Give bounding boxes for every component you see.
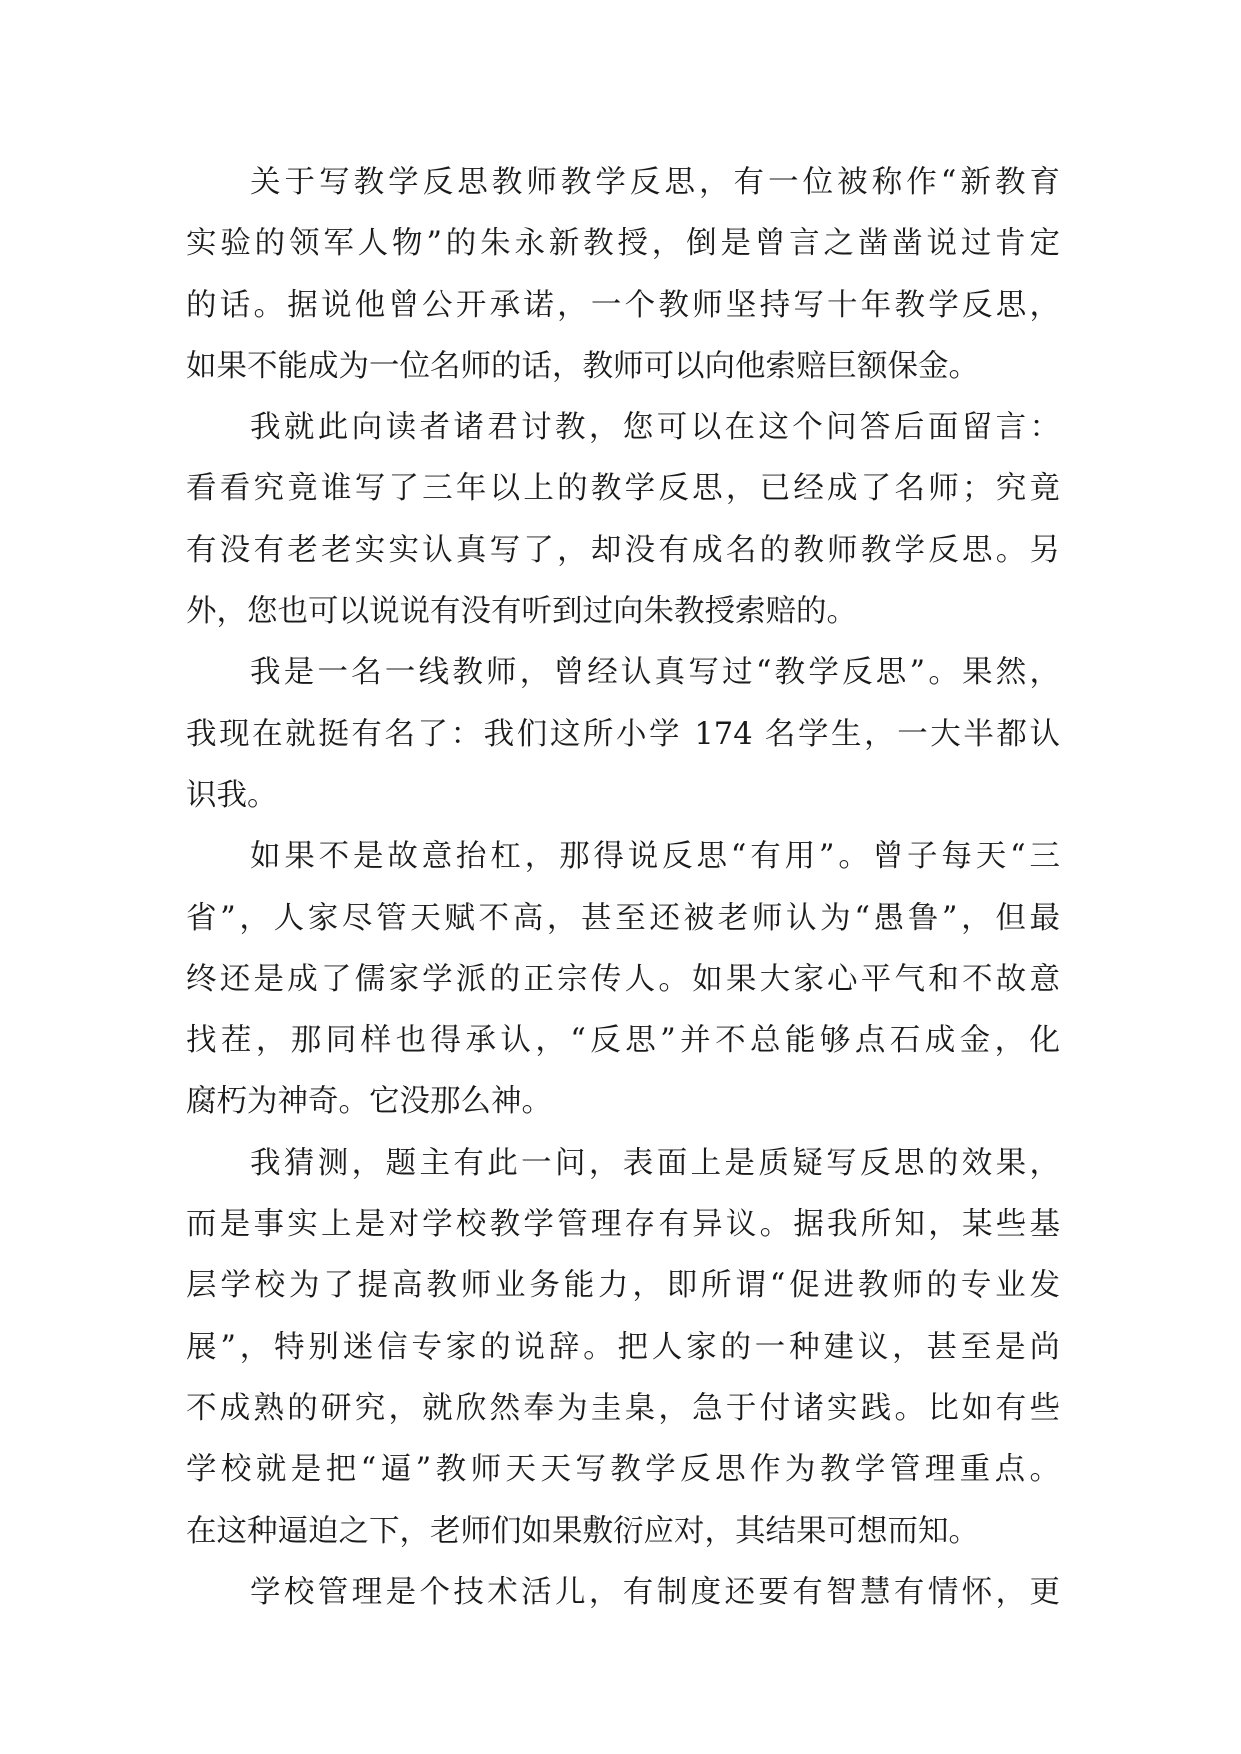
text-line: 如果不能成为一位名师的话，教师可以向他索赔巨额保金。 — [186, 348, 979, 384]
text-line: 找茬，那同样也得承认，“反思”并不总能够点石成金，化 — [186, 1023, 1060, 1059]
document-body — [186, 152, 1060, 1623]
text-line: 在这种逼迫之下，老师们如果敷衍应对，其结果可想而知。 — [186, 1513, 979, 1549]
text-line: 外，您也可以说说有没有听到过向朱教授索赔的。 — [186, 594, 857, 630]
text-line: 学校就是把“逼”教师天天写教学反思作为教学管理重点。 — [186, 1452, 1060, 1488]
text-line: 有没有老老实实认真写了，却没有成名的教师教学反思。另 — [186, 532, 1060, 568]
text-line: 的话。据说他曾公开承诺，一个教师坚持写十年教学反思， — [186, 287, 1060, 323]
text-line: 我就此向读者诸君讨教，您可以在这个问答后面留言： — [250, 410, 1060, 446]
text-line: 如果不是故意抬杠，那得说反思“有用”。曾子每天“三 — [250, 839, 1060, 875]
text-line: 终还是成了儒家学派的正宗传人。如果大家心平气和不故意 — [186, 961, 1060, 997]
text-line: 层学校为了提高教师业务能力，即所谓“促进教师的专业发 — [186, 1268, 1060, 1304]
text-line: 我猜测，题主有此一问，表面上是质疑写反思的效果， — [250, 1145, 1060, 1181]
text-line: 识我。 — [186, 777, 278, 813]
text-line: 关于写教学反思教师教学反思，有一位被称作“新教育 — [250, 165, 1060, 200]
text-line: 展”，特别迷信专家的说辞。把人家的一种建议，甚至是尚 — [186, 1329, 1060, 1365]
text-line: 不成熟的研究，就欣然奉为圭臬，急于付诸实践。比如有些 — [186, 1390, 1060, 1426]
text-line: 我现在就挺有名了：我们这所小学 174 名学生，一大半都认 — [186, 716, 1060, 752]
text-line: 省”，人家尽管天赋不高，甚至还被老师认为“愚鲁”，但最 — [186, 900, 1060, 936]
text-line: 实验的领军人物”的朱永新教授，倒是曾言之凿凿说过肯定 — [186, 226, 1060, 262]
text-line: 看看究竟谁写了三年以上的教学反思，已经成了名师；究竟 — [186, 471, 1060, 507]
text-line: 而是事实上是对学校教学管理存有异议。据我所知，某些基 — [186, 1207, 1060, 1243]
text-line: 我是一名一线教师，曾经认真写过“教学反思”。果然， — [250, 655, 1060, 691]
text-line: 腐朽为神奇。它没那么神。 — [186, 1084, 552, 1120]
text-line: 学校管理是个技术活儿，有制度还要有智慧有情怀，更 — [250, 1574, 1060, 1610]
